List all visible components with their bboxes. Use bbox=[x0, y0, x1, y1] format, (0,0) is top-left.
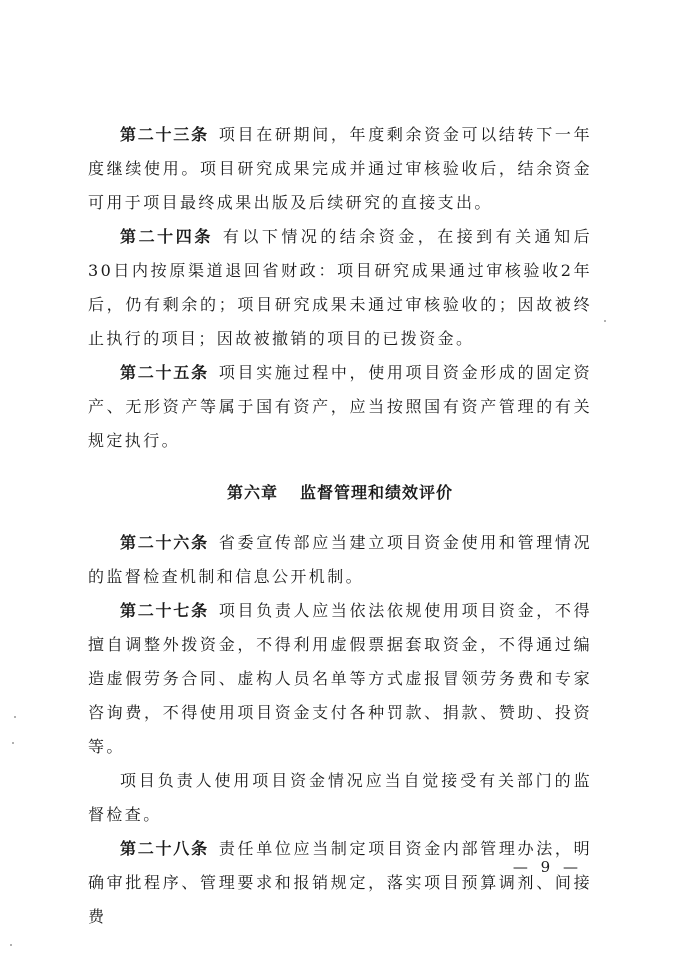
scan-speck bbox=[10, 944, 12, 946]
article-26 bbox=[88, 526, 592, 594]
chapter-title: 监督管理和绩效评价 bbox=[300, 483, 454, 502]
article-heading: 第二十三条 bbox=[120, 125, 209, 144]
article-23 bbox=[88, 118, 592, 220]
article-25 bbox=[88, 356, 592, 458]
article-text: 项目负责人使用项目资金情况应当自觉接受有关部门的监督检查。 bbox=[88, 771, 592, 824]
article-text: 省委宣传部应当建立项目资金使用和管理情况的监督检查机制和信息公开机制。 bbox=[88, 533, 592, 586]
scan-speck bbox=[604, 320, 606, 322]
article-text: 有以下情况的结余资金，在接到有关通知后30日内按原渠道退回省财政：项目研究成果通过审核验收2年后，仍有剩余的；项目研究成果未通过审核验收的；因故被终止执行的项目；因故被撤销的项目的已拨资金。 bbox=[88, 227, 592, 348]
chapter-heading bbox=[88, 476, 592, 510]
article-heading: 第二十五条 bbox=[120, 363, 209, 382]
article-27 bbox=[88, 594, 592, 764]
article-text: 责任单位应当制定项目资金内部管理办法，明确审批程序、管理要求和报销规定，落实项目预算调剂、间接费 bbox=[88, 839, 592, 926]
article-heading: 第二十八条 bbox=[120, 839, 209, 858]
article-24 bbox=[88, 220, 592, 356]
document-body bbox=[88, 118, 592, 934]
article-heading: 第二十六条 bbox=[120, 533, 209, 552]
article-text: 项目负责人应当依法依规使用项目资金，不得擅自调整外拨资金，不得利用虚假票据套取资金，不得通过编造虚假劳务合同、虚构人员名单等方式虚报冒领劳务费和专家咨询费，不得使用项目资金支付各种罚款、捐款、赞助、投资等。 bbox=[88, 601, 592, 756]
article-text: 项目实施过程中，使用项目资金形成的固定资产、无形资产等属于国有资产，应当按照国有资产管理的有关规定执行。 bbox=[88, 363, 592, 450]
article-27-continued bbox=[88, 764, 592, 832]
chapter-number: 第六章 bbox=[226, 483, 278, 502]
scan-speck bbox=[12, 742, 14, 744]
page-number: — 9 — bbox=[512, 858, 582, 876]
scan-speck bbox=[14, 716, 16, 718]
article-28 bbox=[88, 832, 592, 934]
article-text: 项目在研期间，年度剩余资金可以结转下一年度继续使用。项目研究成果完成并通过审核验收后，结余资金可用于项目最终成果出版及后续研究的直接支出。 bbox=[88, 125, 592, 212]
article-heading: 第二十四条 bbox=[120, 227, 213, 246]
article-heading: 第二十七条 bbox=[120, 601, 209, 620]
